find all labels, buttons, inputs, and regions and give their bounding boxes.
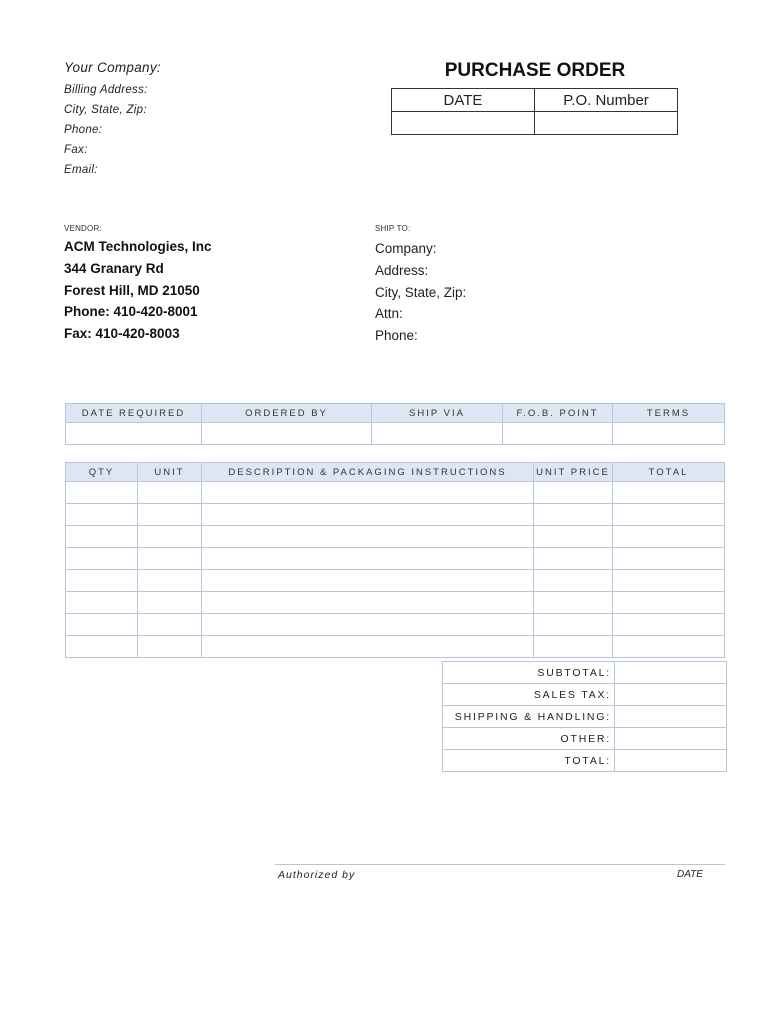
table-row (66, 548, 725, 570)
unit-cell[interactable] (138, 526, 202, 548)
description-cell[interactable] (202, 636, 534, 658)
vendor-address (64, 236, 212, 345)
shipping-header: F.O.B. POINT (503, 404, 613, 423)
ship-to-line: Company: (375, 241, 437, 256)
items-table (65, 462, 725, 658)
company-fax-label: Fax: (64, 144, 88, 156)
po-info-table (391, 88, 678, 135)
table-row (66, 423, 725, 445)
ship-to-line: Phone: (375, 328, 418, 344)
company-phone-label: Phone: (64, 124, 103, 136)
shipping-header: TERMS (613, 404, 725, 423)
description-cell[interactable] (202, 504, 534, 526)
ship-to-address (375, 238, 466, 347)
qty-cell[interactable] (66, 482, 138, 504)
table-row (66, 504, 725, 526)
unit-price-cell[interactable] (534, 526, 613, 548)
line-total-cell[interactable] (613, 570, 725, 592)
company-email-label: Email: (64, 164, 98, 176)
unit-price-cell[interactable] (534, 482, 613, 504)
shipping-header: ORDERED BY (202, 404, 372, 423)
unit-cell[interactable] (138, 614, 202, 636)
po-number-cell[interactable] (535, 112, 678, 135)
description-cell[interactable] (202, 614, 534, 636)
unit-price-cell[interactable] (534, 592, 613, 614)
qty-cell[interactable] (66, 526, 138, 548)
line-total-cell[interactable] (613, 526, 725, 548)
total-label: TOTAL: (443, 750, 615, 772)
line-total-cell[interactable] (613, 614, 725, 636)
company-info (64, 60, 161, 180)
total-cell[interactable] (615, 750, 727, 772)
shipping-header: SHIP VIA (372, 404, 503, 423)
vendor-line: Forest Hill, MD 21050 (64, 282, 200, 298)
fob-point-cell[interactable] (503, 423, 613, 445)
sales-tax-label: SALES TAX: (443, 684, 615, 706)
description-cell[interactable] (202, 548, 534, 570)
unit-price-cell[interactable] (534, 570, 613, 592)
items-header: UNIT (138, 463, 202, 482)
unit-cell[interactable] (138, 570, 202, 592)
table-row (66, 570, 725, 592)
unit-cell[interactable] (138, 504, 202, 526)
description-cell[interactable] (202, 592, 534, 614)
qty-cell[interactable] (66, 614, 138, 636)
qty-cell[interactable] (66, 570, 138, 592)
po-date-header: DATE (392, 89, 535, 112)
vendor-line: Phone: 410-420-8001 (64, 304, 198, 320)
qty-cell[interactable] (66, 592, 138, 614)
items-header: DESCRIPTION & PACKAGING INSTRUCTIONS (202, 463, 534, 482)
table-row (66, 526, 725, 548)
description-cell[interactable] (202, 482, 534, 504)
items-header: UNIT PRICE (534, 463, 613, 482)
date-required-cell[interactable] (66, 423, 202, 445)
qty-cell[interactable] (66, 636, 138, 658)
items-header: QTY (66, 463, 138, 482)
document-title: PURCHASE ORDER (444, 60, 626, 81)
unit-cell[interactable] (138, 592, 202, 614)
signature-line (275, 864, 725, 865)
authorized-by-label: Authorized by (278, 869, 356, 881)
shipping-header: DATE REQUIRED (66, 404, 202, 423)
vendor-line: ACM Technologies, Inc (64, 239, 212, 254)
qty-cell[interactable] (66, 548, 138, 570)
table-row (66, 482, 725, 504)
unit-price-cell[interactable] (534, 504, 613, 526)
ship-to-line: City, State, Zip: (375, 284, 467, 300)
unit-price-cell[interactable] (534, 614, 613, 636)
subtotal-label: SUBTOTAL: (443, 662, 615, 684)
table-row (66, 592, 725, 614)
line-total-cell[interactable] (613, 482, 725, 504)
billing-address-label: Billing Address: (64, 84, 148, 96)
vendor-line: Fax: 410-420-8003 (64, 326, 180, 342)
table-row (66, 614, 725, 636)
shipping-handling-label: SHIPPING & HANDLING: (443, 706, 615, 728)
company-name-label: Your Company: (64, 60, 161, 75)
other-cell[interactable] (615, 728, 727, 750)
ship-to-label: SHIP TO: (375, 224, 411, 233)
shipping-handling-cell[interactable] (615, 706, 727, 728)
totals-table (442, 661, 727, 772)
subtotal-cell[interactable] (615, 662, 727, 684)
unit-cell[interactable] (138, 482, 202, 504)
unit-price-cell[interactable] (534, 636, 613, 658)
ship-to-line: Attn: (375, 306, 403, 322)
signature-date-label: DATE (677, 869, 703, 880)
unit-cell[interactable] (138, 548, 202, 570)
table-row (66, 636, 725, 658)
description-cell[interactable] (202, 526, 534, 548)
po-number-header: P.O. Number (535, 89, 678, 112)
line-total-cell[interactable] (613, 636, 725, 658)
terms-cell[interactable] (613, 423, 725, 445)
sales-tax-cell[interactable] (615, 684, 727, 706)
vendor-label: VENDOR: (64, 224, 102, 233)
ship-via-cell[interactable] (372, 423, 503, 445)
items-header: TOTAL (613, 463, 725, 482)
line-total-cell[interactable] (613, 504, 725, 526)
description-cell[interactable] (202, 570, 534, 592)
po-date-cell[interactable] (392, 112, 535, 135)
line-total-cell[interactable] (613, 548, 725, 570)
ship-to-line: Address: (375, 262, 429, 278)
city-state-zip-label: City, State, Zip: (64, 104, 147, 116)
other-label: OTHER: (443, 728, 615, 750)
ordered-by-cell[interactable] (202, 423, 372, 445)
shipping-table (65, 403, 725, 445)
line-total-cell[interactable] (613, 592, 725, 614)
unit-cell[interactable] (138, 636, 202, 658)
unit-price-cell[interactable] (534, 548, 613, 570)
qty-cell[interactable] (66, 504, 138, 526)
vendor-line: 344 Granary Rd (64, 260, 164, 276)
